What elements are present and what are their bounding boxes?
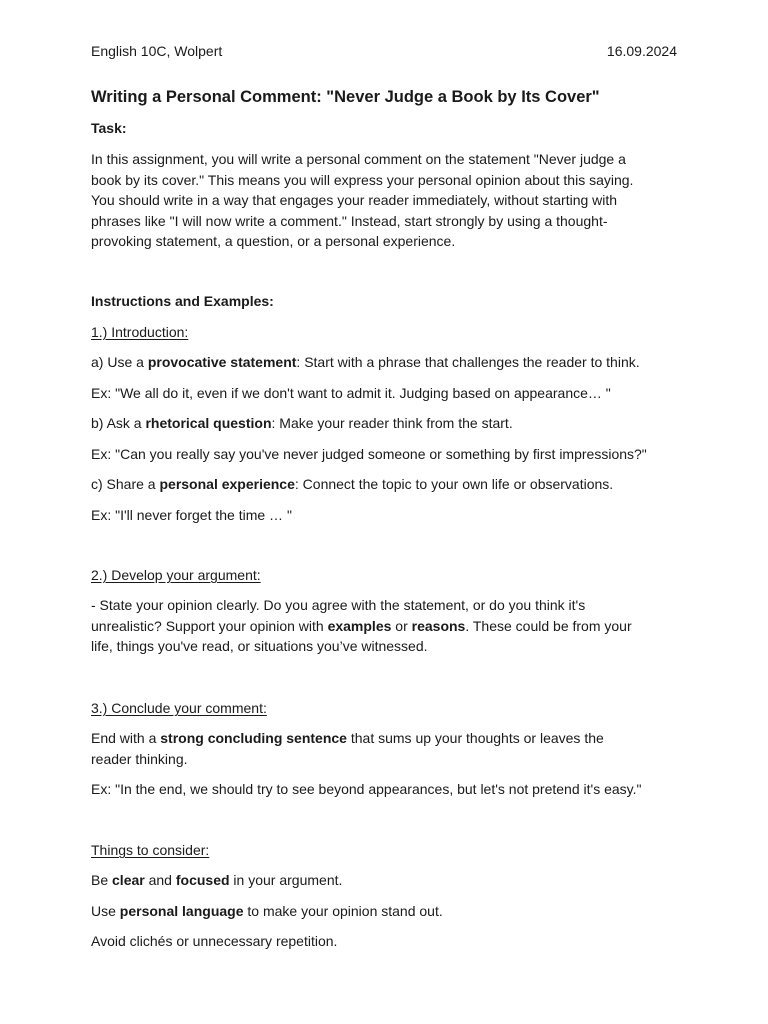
task-line: You should write in a way that engages your reader immediately, without starting with <box>91 192 618 209</box>
line-keyword: strong concluding sentence <box>160 730 347 746</box>
line-text: that sums up your thoughts or leaves the <box>346 730 604 746</box>
consider-item <box>91 870 677 891</box>
line-keyword: examples <box>327 617 392 634</box>
line-text: End with a <box>91 730 161 746</box>
item-suffix: : Start with a phrase that challenges the reader to think. <box>296 354 640 370</box>
item-keyword: personal experience <box>159 476 295 492</box>
consider-heading: Things to consider: <box>91 842 210 858</box>
page-title: Writing a Personal Comment: "Never Judge a Book by Its Cover" <box>91 88 600 106</box>
item-keyword: personal language <box>119 903 244 919</box>
item-text: and <box>144 872 176 888</box>
task-line: In this assignment, you will write a personal comment on the statement "Never judge a <box>91 151 626 167</box>
conclude-heading: 3.) Conclude your comment: <box>91 700 267 716</box>
item-suffix: in your argument. <box>229 872 343 888</box>
item-prefix: Be <box>91 872 113 888</box>
conclude-paragraph <box>91 728 677 769</box>
task-paragraph <box>91 149 677 252</box>
develop-line: life, things you've read, or situations you’ve witnessed. <box>91 638 428 655</box>
intro-example-b: Ex: "Can you really say you've never judged someone or something by first impressions?" <box>91 446 647 462</box>
develop-line <box>91 616 677 637</box>
line-text: unrealistic? Support your opinion with <box>91 617 328 634</box>
task-line: provoking statement, a question, or a personal experience. <box>91 233 456 250</box>
item-prefix: c) Share a <box>91 476 160 492</box>
intro-item-b <box>91 413 677 434</box>
conclude-line <box>91 728 677 749</box>
consider-item <box>91 901 677 922</box>
intro-item-a <box>91 352 677 373</box>
intro-item-c <box>91 474 677 495</box>
item-suffix: : Make your reader think from the start. <box>271 415 513 431</box>
item-keyword: rhetorical question <box>145 415 272 431</box>
line-keyword: reasons <box>411 617 466 634</box>
item-suffix: to make your opinion stand out. <box>243 903 443 919</box>
task-heading: Task: <box>91 120 127 136</box>
consider-item: Avoid clichés or unnecessary repetition. <box>91 933 338 949</box>
instructions-heading: Instructions and Examples: <box>91 293 274 309</box>
item-prefix: b) Ask a <box>91 415 146 431</box>
intro-example-c: Ex: "I'll never forget the time … " <box>91 507 292 523</box>
item-prefix: Use <box>91 903 120 919</box>
date-label: 16.09.2024 <box>606 43 677 59</box>
line-text: . These could be from your <box>465 617 632 634</box>
document-header <box>91 42 677 60</box>
task-line: phrases like "I will now write a comment." Instead, start strongly by using a thought- <box>91 212 608 229</box>
develop-paragraph <box>91 595 677 657</box>
develop-line: - State your opinion clearly. Do you agree with the statement, or do you think it's <box>91 597 586 613</box>
line-text: or <box>391 617 412 634</box>
task-line: book by its cover." This means you will express your personal opinion about this saying. <box>91 171 634 188</box>
item-prefix: a) Use a <box>91 354 148 370</box>
develop-heading: 2.) Develop your argument: <box>91 567 261 583</box>
item-keyword: clear <box>112 872 145 888</box>
item-suffix: : Connect the topic to your own life or observations. <box>294 476 614 492</box>
introduction-heading: 1.) Introduction: <box>91 324 189 340</box>
item-keyword: focused <box>175 872 230 888</box>
item-keyword: provocative statement <box>147 354 297 370</box>
intro-example-a: Ex: "We all do it, even if we don't want to admit it. Judging based on appearance… " <box>91 385 611 401</box>
conclude-line: reader thinking. <box>91 750 188 767</box>
course-label: English 10C, Wolpert <box>91 43 223 59</box>
conclude-example: Ex: "In the end, we should try to see beyond appearances, but let's not pretend it's easy." <box>91 781 642 797</box>
